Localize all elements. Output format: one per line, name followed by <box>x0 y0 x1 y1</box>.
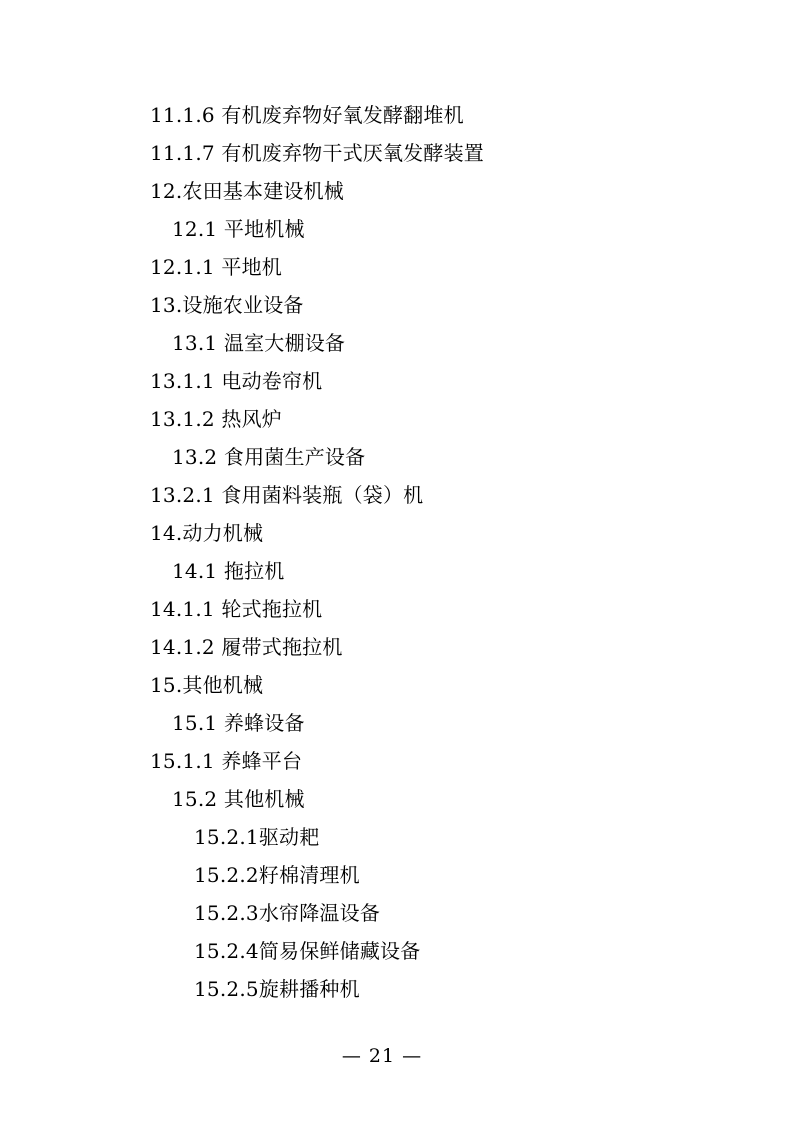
toc-entry: 11.1.7 有机废弃物干式厌氧发酵装置 <box>150 141 484 165</box>
toc-entry: 15.其他机械 <box>150 673 264 697</box>
toc-entry: 15.1.1 养蜂平台 <box>150 749 303 773</box>
toc-entry: 14.动力机械 <box>150 521 264 545</box>
toc-entry: 14.1.2 履带式拖拉机 <box>150 635 343 659</box>
toc-entry: 15.1 养蜂设备 <box>172 711 305 735</box>
toc-entry: 13.2 食用菌生产设备 <box>172 445 366 469</box>
table-of-contents <box>150 96 698 1008</box>
toc-entry: 13.1.1 电动卷帘机 <box>150 369 323 393</box>
toc-entry: 12.1 平地机械 <box>172 217 305 241</box>
toc-entry: 13.1 温室大棚设备 <box>172 331 346 355</box>
page-number-label: — 21 — <box>341 1045 423 1067</box>
toc-entry: 11.1.6 有机废弃物好氧发酵翻堆机 <box>150 103 464 127</box>
toc-entry: 15.2.4简易保鲜储藏设备 <box>194 939 421 963</box>
toc-entry: 15.2 其他机械 <box>172 787 305 811</box>
toc-entry: 14.1.1 轮式拖拉机 <box>150 597 323 621</box>
toc-entry: 13.2.1 食用菌料装瓶（袋）机 <box>150 483 424 507</box>
toc-entry: 13.设施农业设备 <box>150 293 304 317</box>
toc-entry: 12.农田基本建设机械 <box>150 179 345 203</box>
toc-entry: 15.2.2籽棉清理机 <box>194 863 360 887</box>
toc-entry: 15.2.5旋耕播种机 <box>194 977 360 1001</box>
toc-entry: 15.2.3水帘降温设备 <box>194 901 381 925</box>
toc-entry: 12.1.1 平地机 <box>150 255 282 279</box>
toc-entry: 14.1 拖拉机 <box>172 559 285 583</box>
toc-entry: 15.2.1驱动耙 <box>194 825 320 849</box>
toc-entry: 13.1.2 热风炉 <box>150 407 282 431</box>
page-number <box>0 1045 794 1067</box>
